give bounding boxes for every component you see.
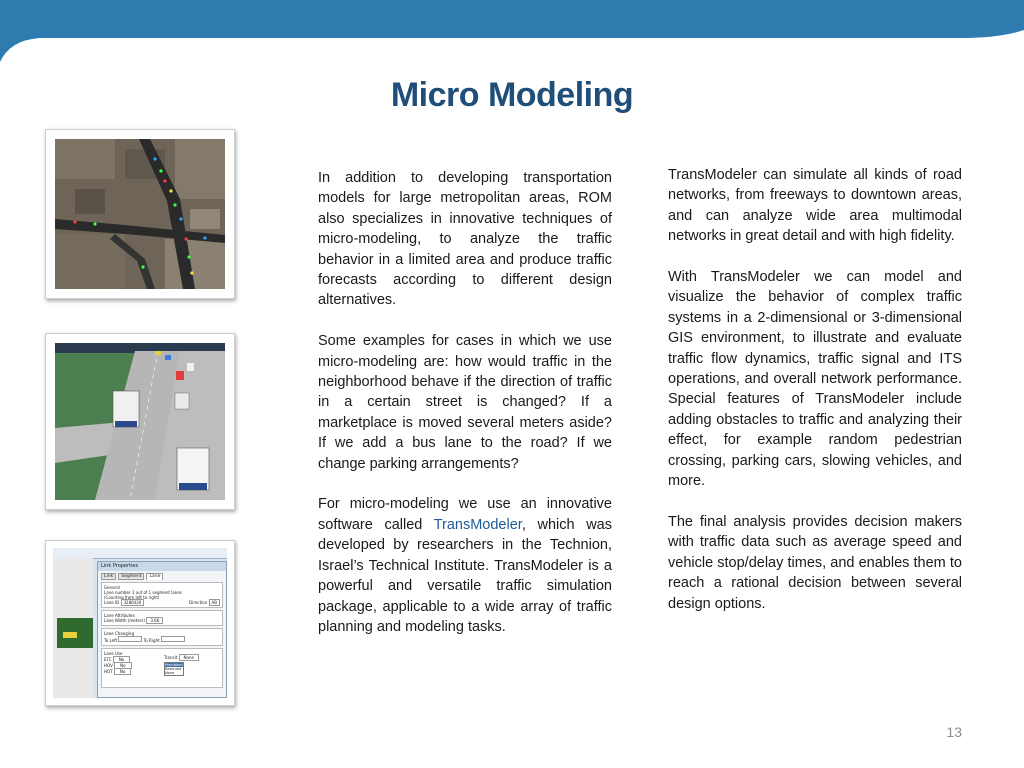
general-group xyxy=(101,582,223,608)
hot-select[interactable]: No xyxy=(114,668,131,675)
dropdown-option-prohibited[interactable]: Prohibited xyxy=(165,663,183,667)
right-paragraph-2: With TransModeler we can model and visualize the behavior of complex traffic systems in a 2-dimensional or 3-dimensional GIS environment, to illustrate and evaluate traffic flow dynamics, traffic signal and ITS operations, and overall network performance. Special features of TransModeler include adding obstacles to traffic and analyzing their effect, for example random pedestrian crossing, parking cars, slowing vehicles, and more. xyxy=(668,269,962,490)
right-paragraph-3: The final analysis provides decision makers with traffic data such as average speed and vehicle stop/delay times, and enables them to reach a rational decision between several design options. xyxy=(668,513,962,612)
transmodeler-link[interactable]: TransModeler xyxy=(433,516,522,533)
transit-label: Transit xyxy=(164,655,178,660)
hot-label: HOT xyxy=(104,669,113,674)
attributes-heading: Lane Attributes xyxy=(104,613,135,618)
etc-select[interactable]: No xyxy=(113,656,130,663)
left-paragraph-3-start: For micro-modeling we use an innovative software called xyxy=(318,496,612,533)
general-text-2: (Counting from left to right) xyxy=(104,595,160,600)
lane-width-label: Lane Width (meters) xyxy=(104,618,146,623)
tab-lane[interactable]: Lane xyxy=(146,573,163,580)
left-text-column xyxy=(318,168,612,658)
changing-heading: Lane Changing xyxy=(104,631,134,636)
hov-select[interactable]: No xyxy=(114,662,131,669)
lane-use-group xyxy=(101,648,223,688)
dialog-tabs xyxy=(98,571,226,582)
left-paragraph-3 xyxy=(318,494,612,637)
software-dialog-image xyxy=(45,540,235,706)
right-paragraph-1: TransModeler can simulate all kinds of road networks, from freeways to downtown areas, and can analyze wide area multimodal networks in great detail and with high fidelity. xyxy=(668,167,962,245)
lane-use-heading: Lane Use xyxy=(104,651,123,656)
changing-group xyxy=(101,628,223,646)
lane-id-label: Lane ID xyxy=(104,600,120,605)
to-right-select[interactable] xyxy=(161,636,185,642)
dropdown-option-reserved[interactable]: Reserved xyxy=(165,667,182,671)
page-title: Micro Modeling xyxy=(390,76,634,114)
lane-id-field[interactable]: 3286420 xyxy=(121,599,145,606)
lane-width-field[interactable]: 3.66 xyxy=(146,617,163,624)
direction-field[interactable]: AB xyxy=(209,599,220,606)
general-text-1: Lane number 1 out of 1 segment lanes xyxy=(104,590,182,595)
to-left-label: To Left xyxy=(104,638,118,643)
dialog-title: Link Properties xyxy=(98,562,226,571)
3d-simulation-image xyxy=(45,333,235,510)
general-heading: General xyxy=(104,585,120,590)
to-left-select[interactable] xyxy=(118,636,142,642)
dropdown-option-none[interactable]: None xyxy=(165,671,175,675)
attributes-group xyxy=(101,610,223,626)
aerial-map-image xyxy=(45,129,235,299)
direction-label: Direction xyxy=(189,600,208,605)
right-text-column xyxy=(668,165,962,634)
tab-link[interactable]: Link xyxy=(101,573,116,580)
header-band xyxy=(0,0,1024,62)
transit-select[interactable]: None xyxy=(179,654,199,661)
page-number: 13 xyxy=(946,724,962,740)
left-paragraph-2: Some examples for cases in which we use micro-modeling are: how would traffic in the neighborhood behave if the direction of traffic in a certain street is changed? If a marketplace is moved several meters aside? If we add a bus lane to the road? If we change parking arrangements? xyxy=(318,333,612,472)
etc-label: ETC xyxy=(104,657,112,662)
left-paragraph-1: In addition to developing transportation models for large metropolitan areas, ROM also specializes in innovative techniques of micro-modeling, to analyze the traffic behavior in a limited area and produce traffic forecasts according to different design alternatives. xyxy=(318,170,612,309)
left-paragraph-3-end: , which was developed by researchers in the Technion, Israel’s Technical Institute. TransModeler is a powerful and versatile traffic simulation package, applicable to a wide array of traffic planning and modeling tasks. xyxy=(318,516,612,635)
to-right-label: To Right xyxy=(143,638,160,643)
hov-label: HOV xyxy=(104,663,113,668)
tab-segment[interactable]: Segment xyxy=(118,573,144,580)
